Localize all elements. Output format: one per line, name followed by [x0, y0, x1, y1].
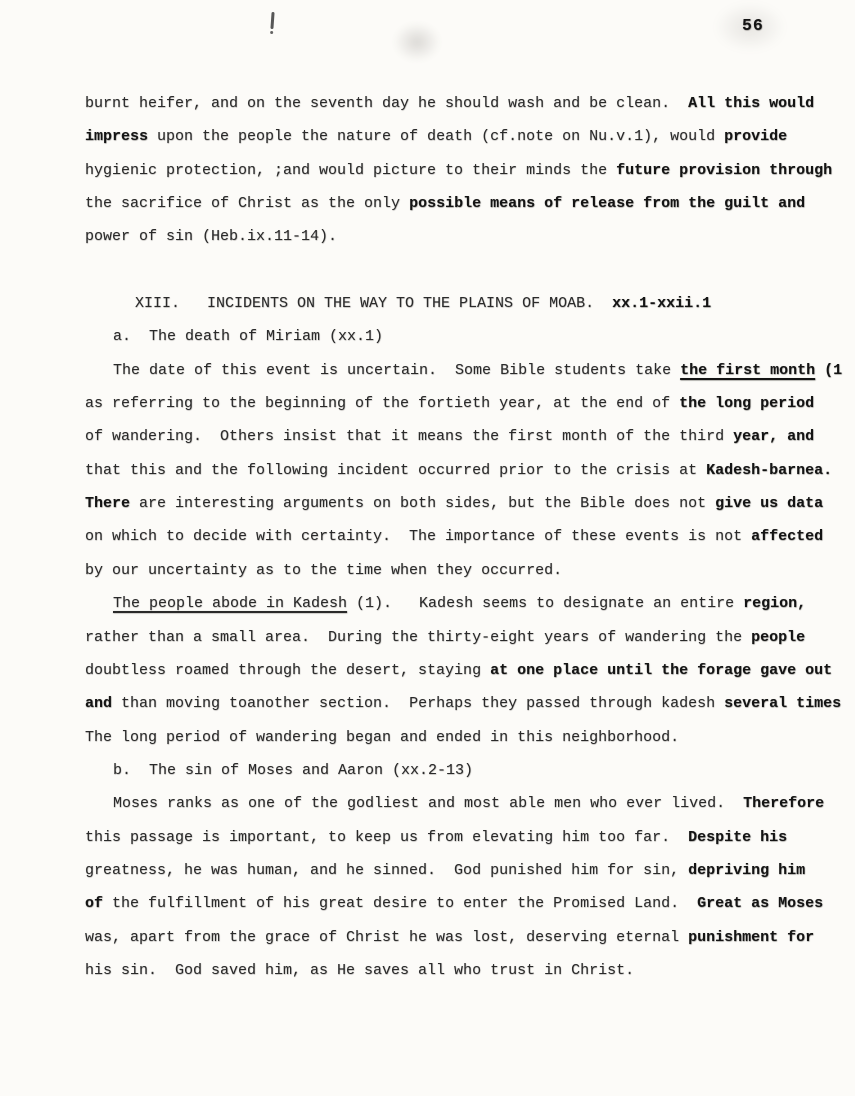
text-segment: doubtless roamed through the desert, staying	[85, 661, 491, 679]
text-segment: rather than a small area. During the thirty-eight years of wandering the	[85, 628, 752, 646]
text-segment: The people abode in Kadesh	[113, 595, 348, 613]
text-segment: a. The death of Miriam (xx.1)	[113, 328, 384, 346]
text-segment: and	[85, 695, 113, 713]
text-segment: (1). Kadesh seems to designate an entire	[347, 595, 744, 613]
text-line	[0, 921, 855, 954]
text-segment: b. The sin of Moses and Aaron (xx.2-13)	[113, 761, 474, 779]
text-segment: the long period	[679, 395, 815, 413]
text-line	[0, 154, 855, 187]
text-segment: the fulfillment of his great desire to enter the Promised Land.	[103, 895, 698, 913]
text-line	[0, 587, 855, 620]
text-line	[0, 187, 855, 220]
text-line	[0, 854, 855, 887]
text-line	[0, 821, 855, 854]
text-segment: XIII. INCIDENTS ON THE WAY TO THE PLAINS OF MOAB.	[135, 295, 613, 313]
text-segment: Therefore	[743, 795, 825, 813]
text-line	[0, 887, 855, 920]
text-segment: All this would	[688, 95, 815, 112]
text-segment: future provision through	[616, 161, 833, 179]
text-segment: Great as Moses	[697, 895, 824, 913]
text-line	[0, 87, 855, 120]
text-segment: provide	[724, 128, 788, 146]
text-segment: year, and	[733, 428, 815, 446]
text-segment: (1	[815, 361, 843, 379]
text-segment: greatness, he was human, and he sinned. God punished him for sin,	[85, 861, 689, 879]
text-segment: affected	[751, 528, 824, 546]
text-segment: at one place until the forage gave out	[490, 661, 833, 679]
text-line	[0, 954, 855, 987]
text-segment: are interesting arguments on both sides, but the Bible does not	[130, 495, 716, 513]
text-segment: of	[85, 895, 104, 913]
text-segment: There	[85, 495, 131, 513]
text-segment: power of sin (Heb.ix.11-14).	[85, 228, 338, 246]
ink-tick-artifact	[270, 12, 274, 29]
page-number: 56	[742, 16, 764, 35]
text-line	[0, 354, 855, 387]
text-segment: his sin. God saved him, as He saves all who trust in Christ.	[85, 961, 635, 979]
text-segment: than moving toanother section. Perhaps they passed through kadesh	[112, 695, 725, 713]
text-segment: The date of this event is uncertain. Some Bible students take	[113, 361, 681, 379]
text-line	[0, 254, 855, 287]
text-line	[0, 320, 855, 353]
text-line	[0, 220, 855, 253]
text-segment: upon the people the nature of death (cf.note on Nu.v.1), would	[148, 128, 725, 146]
text-line	[0, 487, 855, 520]
text-line	[0, 687, 855, 720]
text-segment: the first month	[680, 361, 816, 379]
text-segment: was, apart from the grace of Christ he was lost, deserving eternal	[85, 928, 689, 946]
text-segment: xx.1-xxii.1	[612, 295, 712, 313]
text-line	[0, 621, 855, 654]
text-segment: possible means of release from the guilt and	[409, 195, 806, 213]
text-segment: of wandering. Others insist that it means the first month of the third	[85, 428, 734, 446]
text-segment: region,	[743, 595, 807, 613]
text-line	[0, 754, 855, 787]
text-line	[0, 287, 855, 320]
text-segment: the sacrifice of Christ as the only	[85, 195, 410, 213]
text-line	[0, 787, 855, 820]
text-line	[0, 554, 855, 587]
text-segment: depriving him	[688, 861, 806, 879]
text-segment: burnt heifer, and on the seventh day he should wash and be clean.	[85, 95, 689, 112]
text-line	[0, 520, 855, 553]
text-line	[0, 654, 855, 687]
text-segment: people	[751, 628, 806, 646]
text-line	[0, 420, 855, 453]
text-segment: that this and the following incident occurred prior to the crisis at	[85, 461, 707, 479]
text-segment: hygienic protection, ;and would picture to their minds the	[85, 161, 617, 179]
text-segment: Kadesh-barnea.	[706, 461, 833, 479]
text-line	[0, 120, 855, 153]
smudge-artifact	[393, 22, 441, 62]
text-line	[0, 387, 855, 420]
text-segment: The long period of wandering began and ended in this neighborhood.	[85, 728, 680, 746]
document-text-body	[0, 87, 855, 987]
text-segment: impress	[85, 128, 149, 146]
text-segment: Despite his	[688, 828, 788, 846]
text-segment: give us data	[715, 495, 824, 513]
text-line	[0, 721, 855, 754]
text-line	[0, 454, 855, 487]
text-segment: several times	[724, 695, 842, 713]
text-segment: on which to decide with certainty. The importance of these events is not	[85, 528, 752, 546]
text-segment: as referring to the beginning of the fortieth year, at the end of	[85, 395, 680, 413]
text-segment: punishment for	[688, 928, 815, 946]
text-segment: this passage is important, to keep us from elevating him too far.	[85, 828, 689, 846]
text-segment: Moses ranks as one of the godliest and most able men who ever lived.	[113, 795, 744, 813]
text-segment: by our uncertainty as to the time when they occurred.	[85, 561, 563, 579]
